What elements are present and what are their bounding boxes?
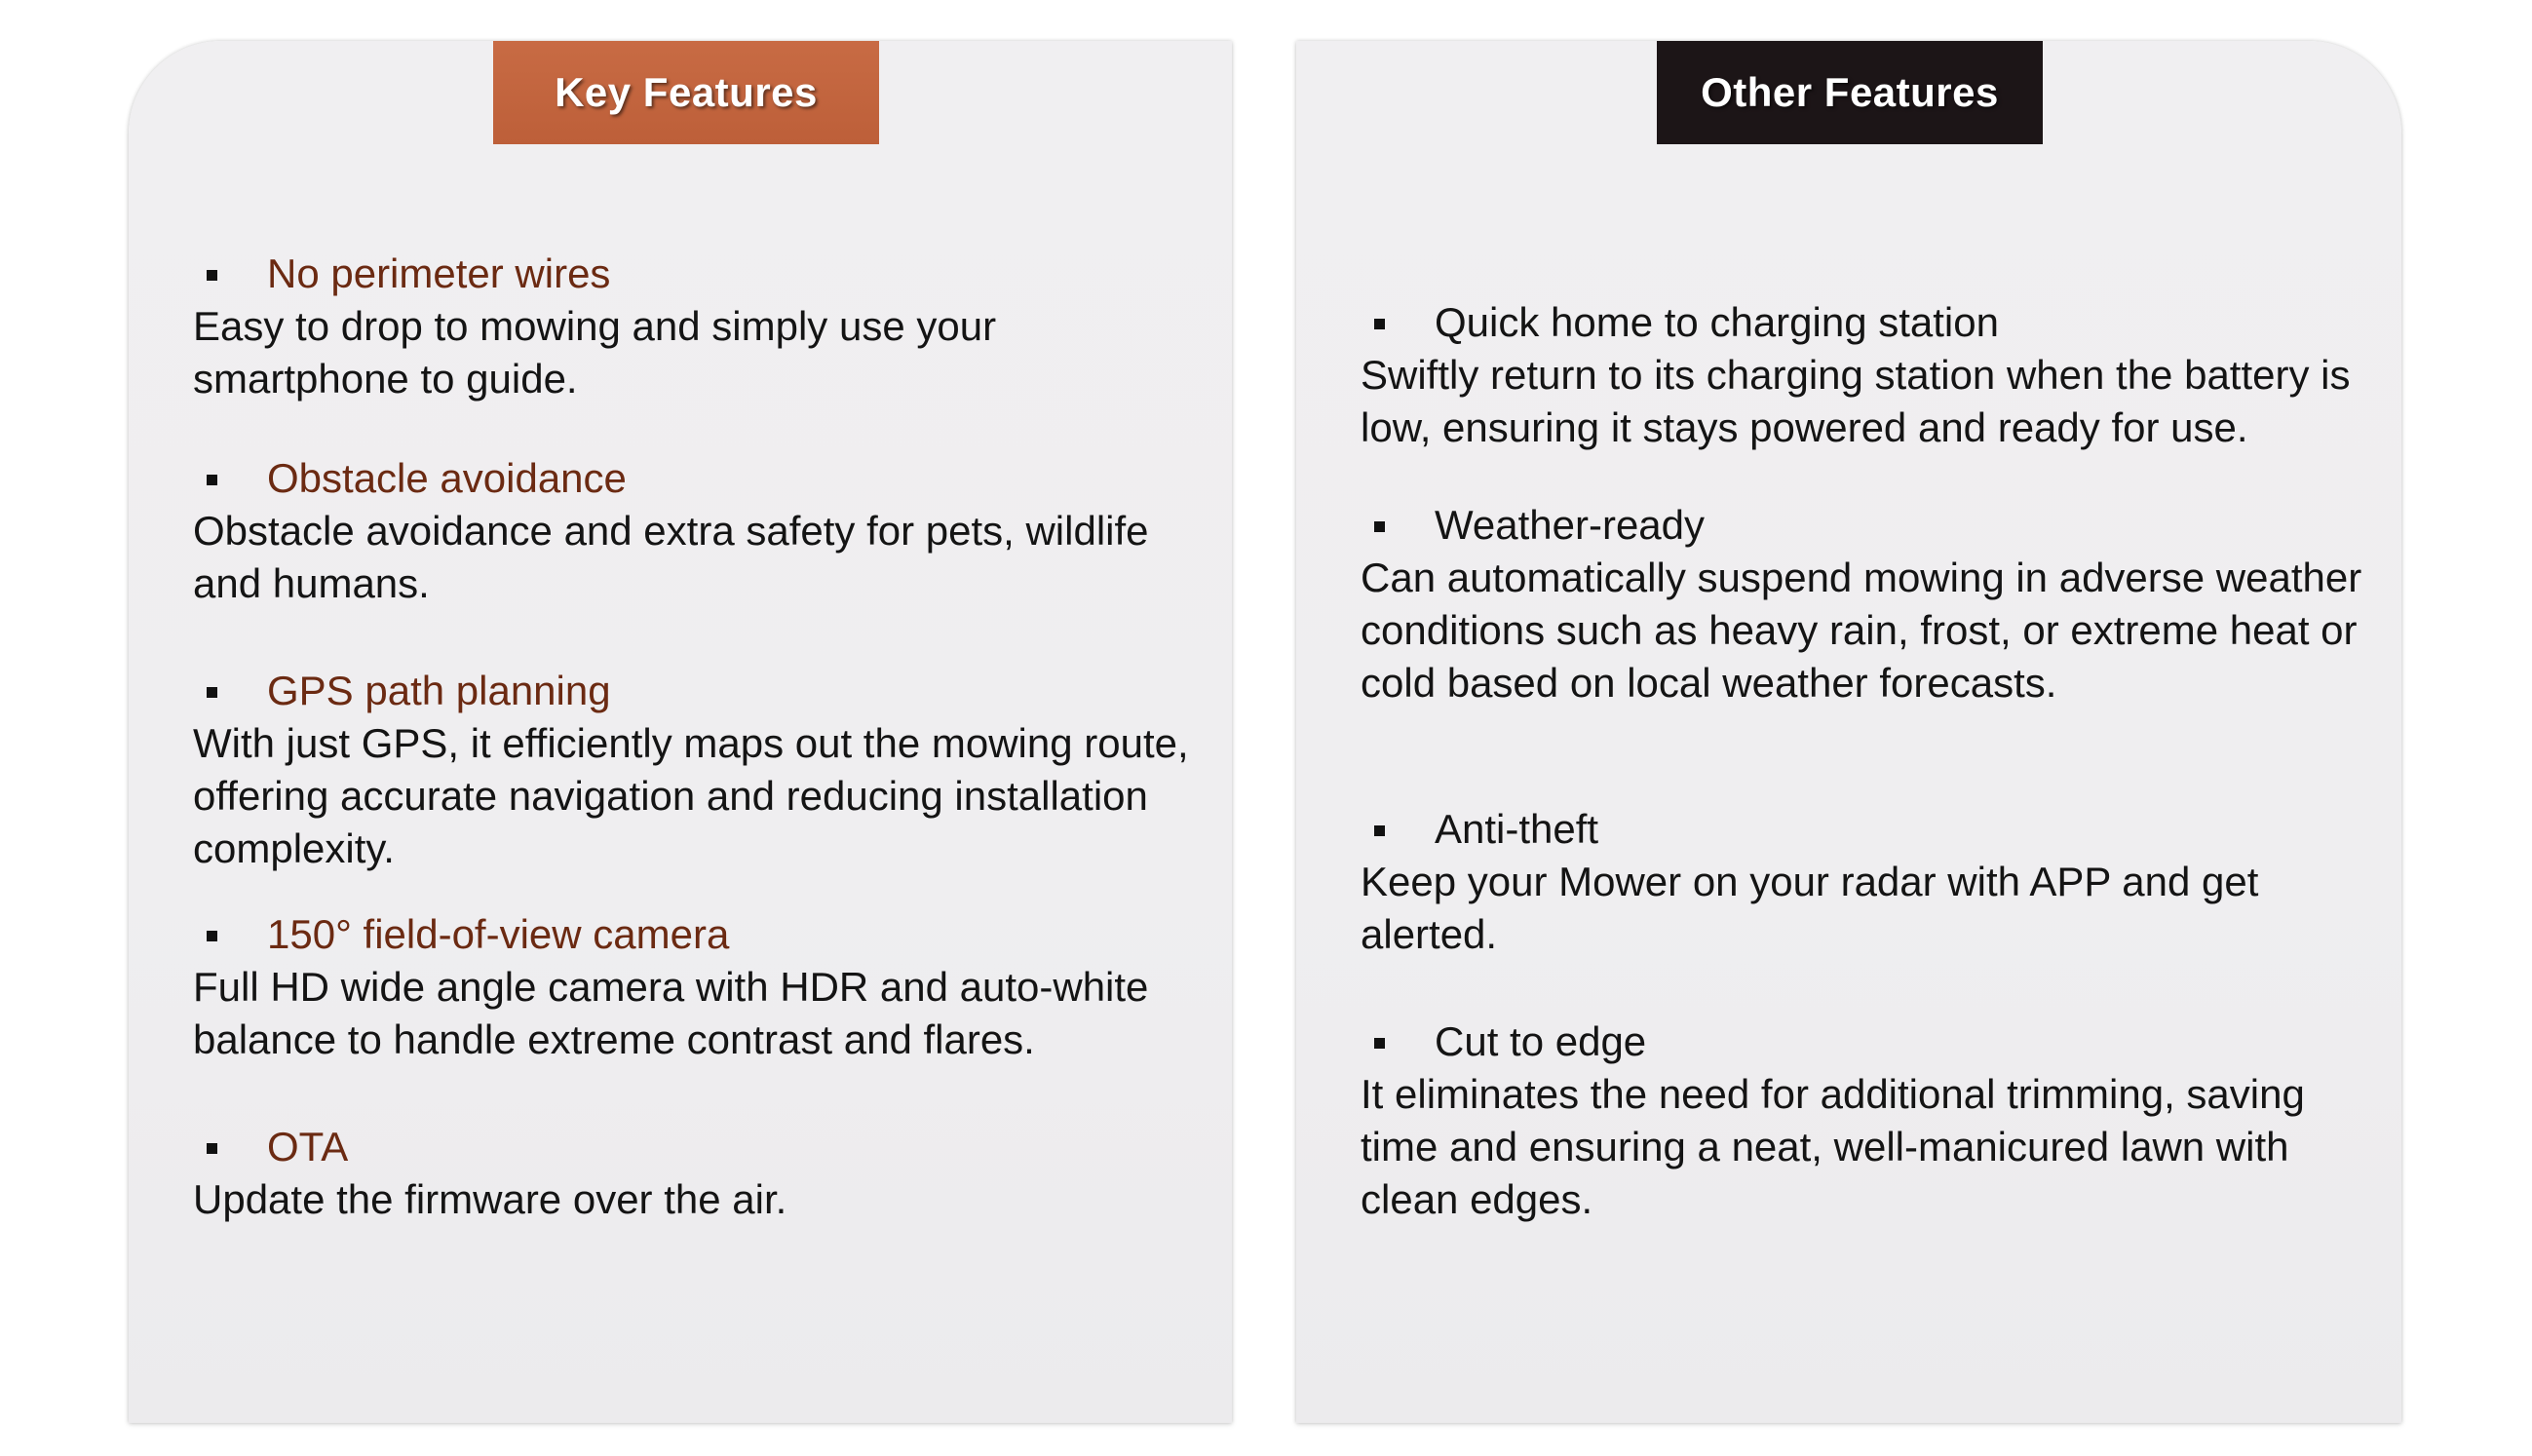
bullet-icon — [207, 270, 217, 281]
feature-item-ota — [193, 1121, 1216, 1226]
bullet-icon — [1374, 521, 1385, 532]
feature-title-text: OTA — [267, 1124, 349, 1169]
feature-description: With just GPS, it efficiently maps out the mowing route, offering accurate navigation and reducing installation complexity. — [193, 720, 1189, 871]
other-features-tab: Other Features — [1657, 41, 2043, 144]
feature-item-no-perimeter-wires — [193, 248, 1216, 405]
feature-description: Easy to drop to mowing and simply use your smartphone to guide. — [193, 303, 997, 402]
feature-item-camera — [193, 908, 1216, 1066]
feature-title-text: Weather-ready — [1435, 502, 1706, 548]
feature-item-weather-ready — [1361, 499, 2384, 709]
feature-title-text: Obstacle avoidance — [267, 455, 627, 501]
feature-title — [193, 452, 1216, 505]
feature-title-text: No perimeter wires — [267, 250, 611, 296]
feature-description: Swiftly return to its charging station when the battery is low, ensuring it stays powered and ready for use. — [1361, 352, 2351, 450]
feature-description: Obstacle avoidance and extra safety for pets, wildlife and humans. — [193, 508, 1149, 606]
key-features-tab: Key Features — [493, 41, 879, 144]
bullet-icon — [207, 1143, 217, 1154]
other-features-panel — [1296, 41, 2401, 1423]
bullet-icon — [207, 931, 217, 941]
feature-title — [1361, 499, 2384, 552]
feature-title — [193, 908, 1216, 961]
feature-item-gps-path-planning — [193, 665, 1216, 875]
feature-description: Can automatically suspend mowing in adverse weather conditions such as heavy rain, frost, or extreme heat or cold based on local weather forecasts. — [1361, 555, 2362, 706]
feature-item-cut-to-edge — [1361, 1015, 2384, 1226]
feature-item-anti-theft — [1361, 803, 2384, 961]
feature-description: Update the firmware over the air. — [193, 1176, 787, 1222]
feature-description: It eliminates the need for additional trimming, saving time and ensuring a neat, well-manicured lawn with clean edges. — [1361, 1071, 2305, 1222]
feature-title-text: Cut to edge — [1435, 1018, 1647, 1064]
bullet-icon — [1374, 825, 1385, 836]
feature-title — [193, 248, 1216, 300]
feature-title-text: GPS path planning — [267, 668, 611, 713]
feature-title-text: 150° field-of-view camera — [267, 911, 730, 957]
feature-description: Full HD wide angle camera with HDR and auto-white balance to handle extreme contrast and flares. — [193, 964, 1149, 1062]
feature-title — [1361, 803, 2384, 856]
bullet-icon — [1374, 319, 1385, 329]
feature-item-obstacle-avoidance — [193, 452, 1216, 610]
feature-title — [193, 1121, 1216, 1173]
bullet-icon — [207, 475, 217, 485]
feature-title — [193, 665, 1216, 717]
bullet-icon — [1374, 1038, 1385, 1049]
key-features-panel — [129, 41, 1232, 1423]
feature-title-text: Quick home to charging station — [1435, 299, 1999, 345]
feature-description: Keep your Mower on your radar with APP and get alerted. — [1361, 859, 2259, 957]
bullet-icon — [207, 687, 217, 698]
feature-title-text: Anti-theft — [1435, 806, 1599, 852]
feature-item-quick-home — [1361, 296, 2384, 454]
feature-title — [1361, 296, 2384, 349]
feature-title — [1361, 1015, 2384, 1068]
